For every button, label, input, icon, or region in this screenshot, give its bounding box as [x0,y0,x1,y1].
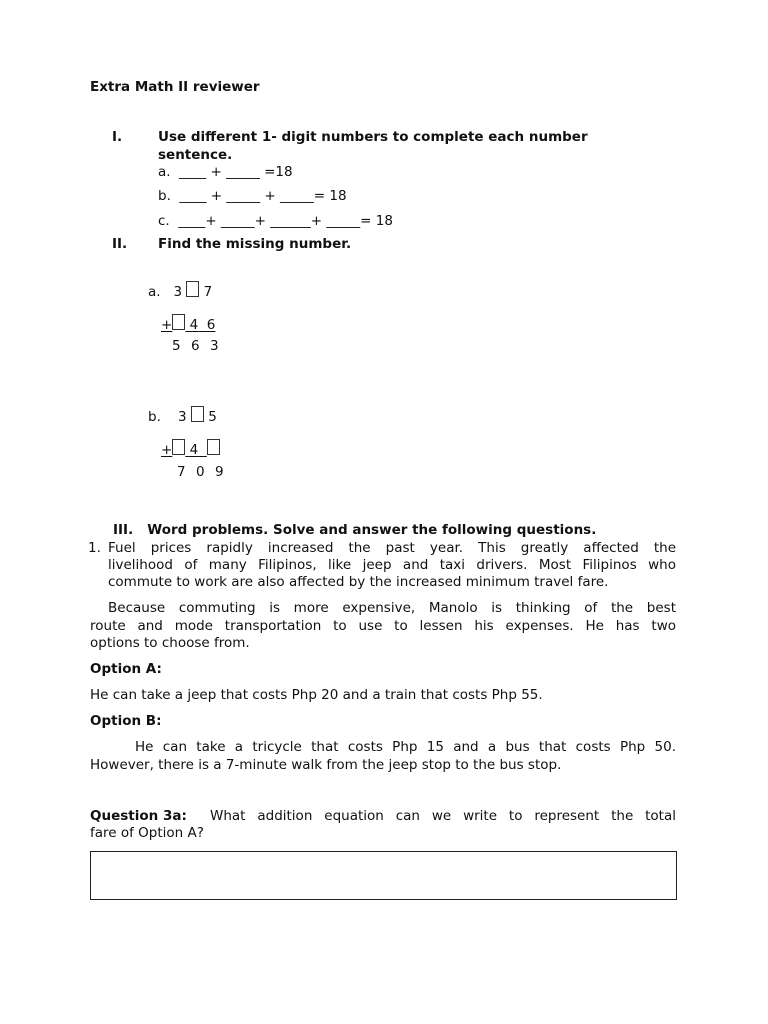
item-text: ____ + _____ =18 [179,164,293,180]
paragraph-1-line-3: commute to work are also affected by the increased minimum travel fare. [108,574,609,590]
digit: 5 [208,409,217,425]
sum-digit: 6 [191,338,200,354]
missing-digit-box[interactable] [186,281,199,297]
sum-digit: 5 [172,338,181,354]
sum-digit: 9 [215,464,224,480]
section-1-item-b [158,188,347,204]
item-text: ____ + _____ + _____= 18 [179,188,347,204]
section-1-numeral: I. [112,129,123,145]
question-label: Question 3a: [90,808,187,824]
sum-digit: 0 [196,464,205,480]
paragraph-1-line-1: Fuel prices rapidly increased the past year. This greatly affected the [108,540,676,556]
paragraph-2-line-3: options to choose from. [90,635,250,651]
option-b-line-1: He can take a tricycle that costs Php 15 and a bus that costs Php 50. [135,739,676,755]
problem-label: a. [148,284,161,300]
problem-b-addend-row [161,439,220,458]
item-label: b. [158,188,171,204]
section-1-heading-line1: Use different 1- digit numbers to complete each number [158,129,588,145]
option-b-label: Option B: [90,713,162,729]
missing-digit-box[interactable] [207,439,220,455]
missing-digit-box[interactable] [172,439,185,455]
problem-b-sum-row [177,464,234,480]
plus-sign: + [161,442,173,458]
missing-digit-box[interactable] [172,314,185,330]
item-1-number: 1. [88,540,101,556]
page-title: Extra Math II reviewer [90,79,260,95]
section-2-numeral: II. [112,236,128,252]
item-label: c. [158,213,170,229]
paragraph-2-line-2: route and mode transportation to use to lessen his expenses. He has two [90,618,676,634]
problem-label: b. [148,409,161,425]
digit: 4 [189,442,199,458]
question-3a-line-1 [90,808,676,824]
problem-a-top-row [148,281,212,300]
paragraph-1-line-2: livelihood of many Filipinos, like jeep and taxi drivers. Most Filipinos who [108,557,676,573]
digit: 3 [173,284,183,300]
digit: 3 [178,409,187,425]
option-b-line-2: However, there is a 7-minute walk from the jeep stop to the bus stop. [90,757,562,773]
problem-b-top-row [148,406,217,425]
option-a-text: He can take a jeep that costs Php 20 and a train that costs Php 55. [90,687,543,703]
question-3a-line-2: fare of Option A? [90,825,204,841]
digit: 4 [189,317,199,333]
missing-digit-box[interactable] [191,406,204,422]
section-2-heading: Find the missing number. [158,236,352,252]
item-label: a. [158,164,171,180]
section-1-heading-line2: sentence. [158,147,233,163]
problem-a-sum-row [172,338,229,354]
sum-digit: 7 [177,464,186,480]
digit: 6 [206,317,216,333]
section-1-item-c [158,213,393,229]
problem-a-addend-row [161,314,215,333]
digit: 7 [203,284,213,300]
question-text-line-1: What addition equation can we write to represent the total [210,808,676,824]
paragraph-2-line-1: Because commuting is more expensive, Manolo is thinking of the best [108,600,676,616]
sum-digit: 3 [210,338,219,354]
option-a-label: Option A: [90,661,162,677]
section-3-heading: III. Word problems. Solve and answer the following questions. [113,522,597,538]
section-1-item-a [158,164,293,180]
answer-box[interactable] [90,851,677,900]
item-text: ____+ _____+ ______+ _____= 18 [178,213,393,229]
plus-sign: + [161,317,173,333]
